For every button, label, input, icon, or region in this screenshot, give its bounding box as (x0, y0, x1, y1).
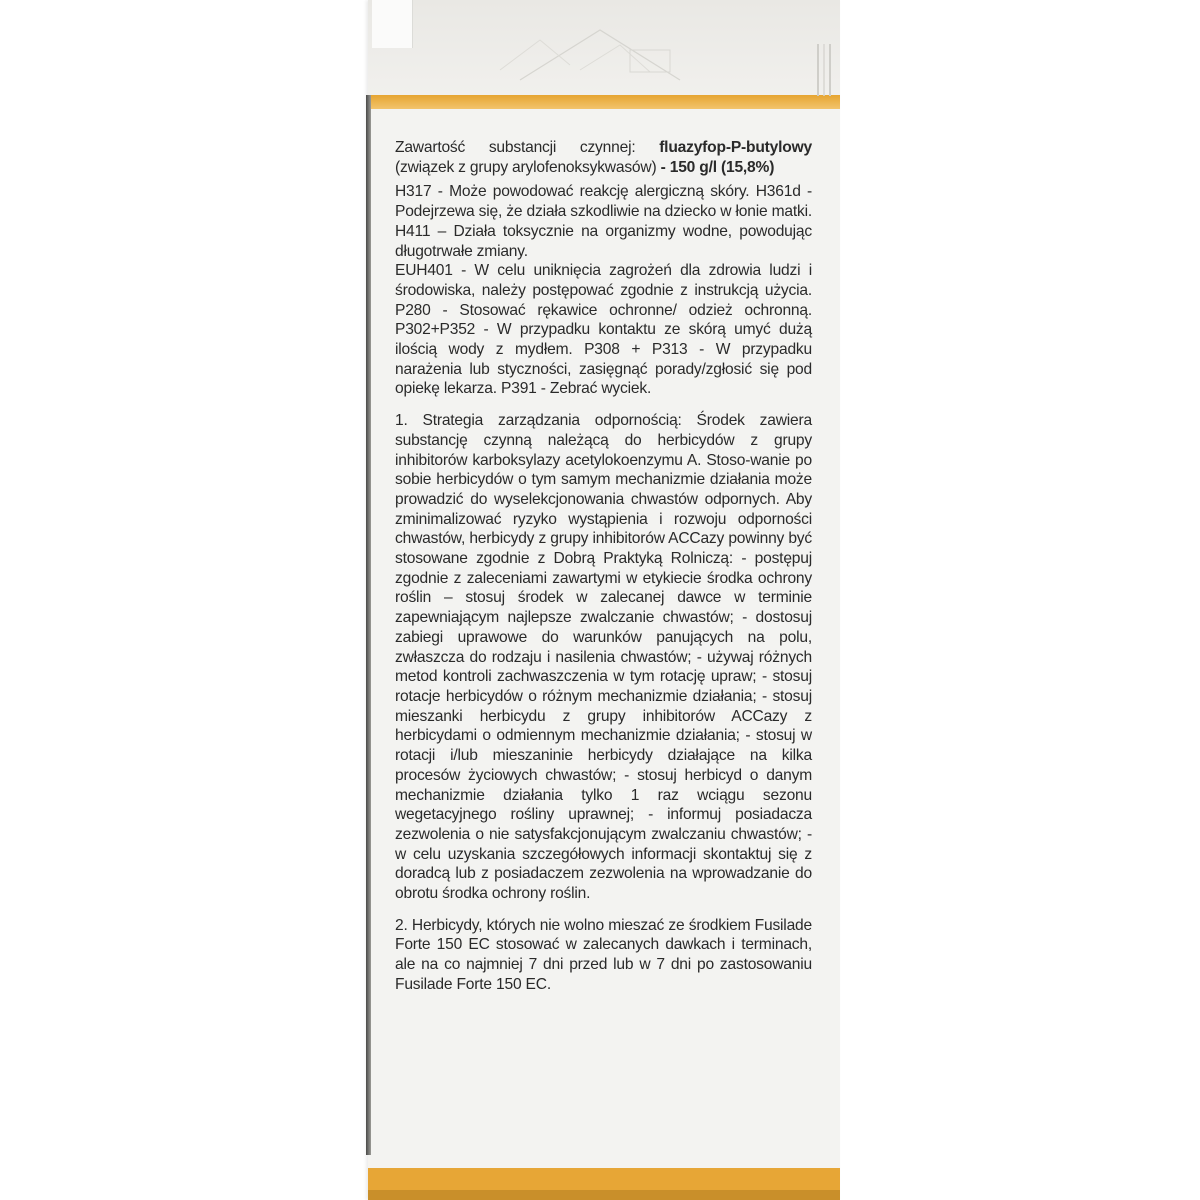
hazard-statements-paragraph-2: EUH401 - W celu uniknięcia zagrożeń dla zdrowia ludzi i środowiska, należy postępować zgodnie z instrukcją użycia. P280 - Stosować rękawice ochronne/ odzież ochronną. P302+P352 - W przypadku kontaktu ze skórą umyć dużą ilością wody z mydłem. P308 + P313 - W przypadku narażenia lub styczności, zasięgnąć porady/zgłosić się pod opiekę lekarza. P391 - Zebrać wyciek. (395, 262, 812, 398)
active-substance-concentration: - 150 g/l (15,8%) (660, 158, 775, 176)
active-substance-label: Zawartość substancji czynnej: (395, 139, 636, 156)
active-substance-name: fluazyfop-P-butylowy (659, 139, 812, 156)
active-substance-paragraph (395, 138, 812, 177)
orange-band-top (368, 95, 840, 109)
active-substance-group: (związek z grupy arylofenoksykwasów) (395, 158, 657, 176)
orange-band-bottom (368, 1160, 840, 1200)
side-print-marks (812, 40, 836, 100)
hazard-pictogram-icon (480, 10, 720, 90)
mixing-restrictions-paragraph: 2. Herbicydy, których nie wolno mieszać ze środkiem Fusilade Forte 150 EC stosować w zalecanych dawkach i terminach, ale na co najmniej 7 dni przed lub w 7 dni po zastosowaniu Fusilade Forte 150 EC. (395, 916, 812, 993)
resistance-strategy-paragraph: 1. Strategia zarządzania odpornością: Środek zawiera substancję czynną należącą do herbicydów z grupy inhibitorów karboksylazy acetylokoenzymu A. Stoso-wanie po sobie herbicydów o tym samym mechanizmie działania może prowadzić do wyselekcjonowania chwastów odpornych. Aby zminimalizować ryzyko wystąpienia i rozwoju odporności chwastów, herbicydy z grupy inhibitorów ACCazy powinny być stosowane zgodnie z Dobrą Praktyką Rolniczą: - postępuj zgodnie z zaleceniami zawartymi w etykiecie środka ochrony roślin – stosuj środek w zalecanej dawce w terminie zapewniającym najlepsze zwalczanie chwastów; - dostosuj zabiegi uprawowe do warunków panujących na polu, zwłaszcza do rodzaju i nasilenia chwastów; - używaj różnych metod kontroli zachwaszczenia w tym rotację upraw; - stosuj rotacje herbicydów o różnym mechanizmie działania; - stosuj mieszanki herbicydu z grupy inhibitorów ACCazy z herbicydami o odmiennym mechanizmie działania; - stosuj w rotacji i/lub mieszaninie herbicydy działające na kilka procesów życiowych chwastów; - stosuj herbicyd o danym mechanizmie działania tylko 1 raz wciągu sezonu wegetacyjnego rośliny uprawnej; - informuj posiadacza zezwolenia o nie satysfakcjonującym zwalczaniu chwastów; - w celu uzyskania szczegółowych informacji skontaktuj się z doradcą lub z posiadaczem zezwolenia na wprowadzanie do obrotu środka ochrony roślin. (395, 412, 812, 903)
hazard-statements-paragraph-1: H317 - Może powodować reakcję alergiczną skóry. H361d - Podejrzewa się, że działa szkodliwie na dziecko w łonie matki. H411 – Działa toksycznie na organizmy wodne, powodując długotrwałe zmiany. (395, 183, 812, 260)
box-flap (372, 0, 413, 48)
box-left-edge-shadow (366, 95, 371, 1155)
label-text-block (395, 138, 812, 995)
